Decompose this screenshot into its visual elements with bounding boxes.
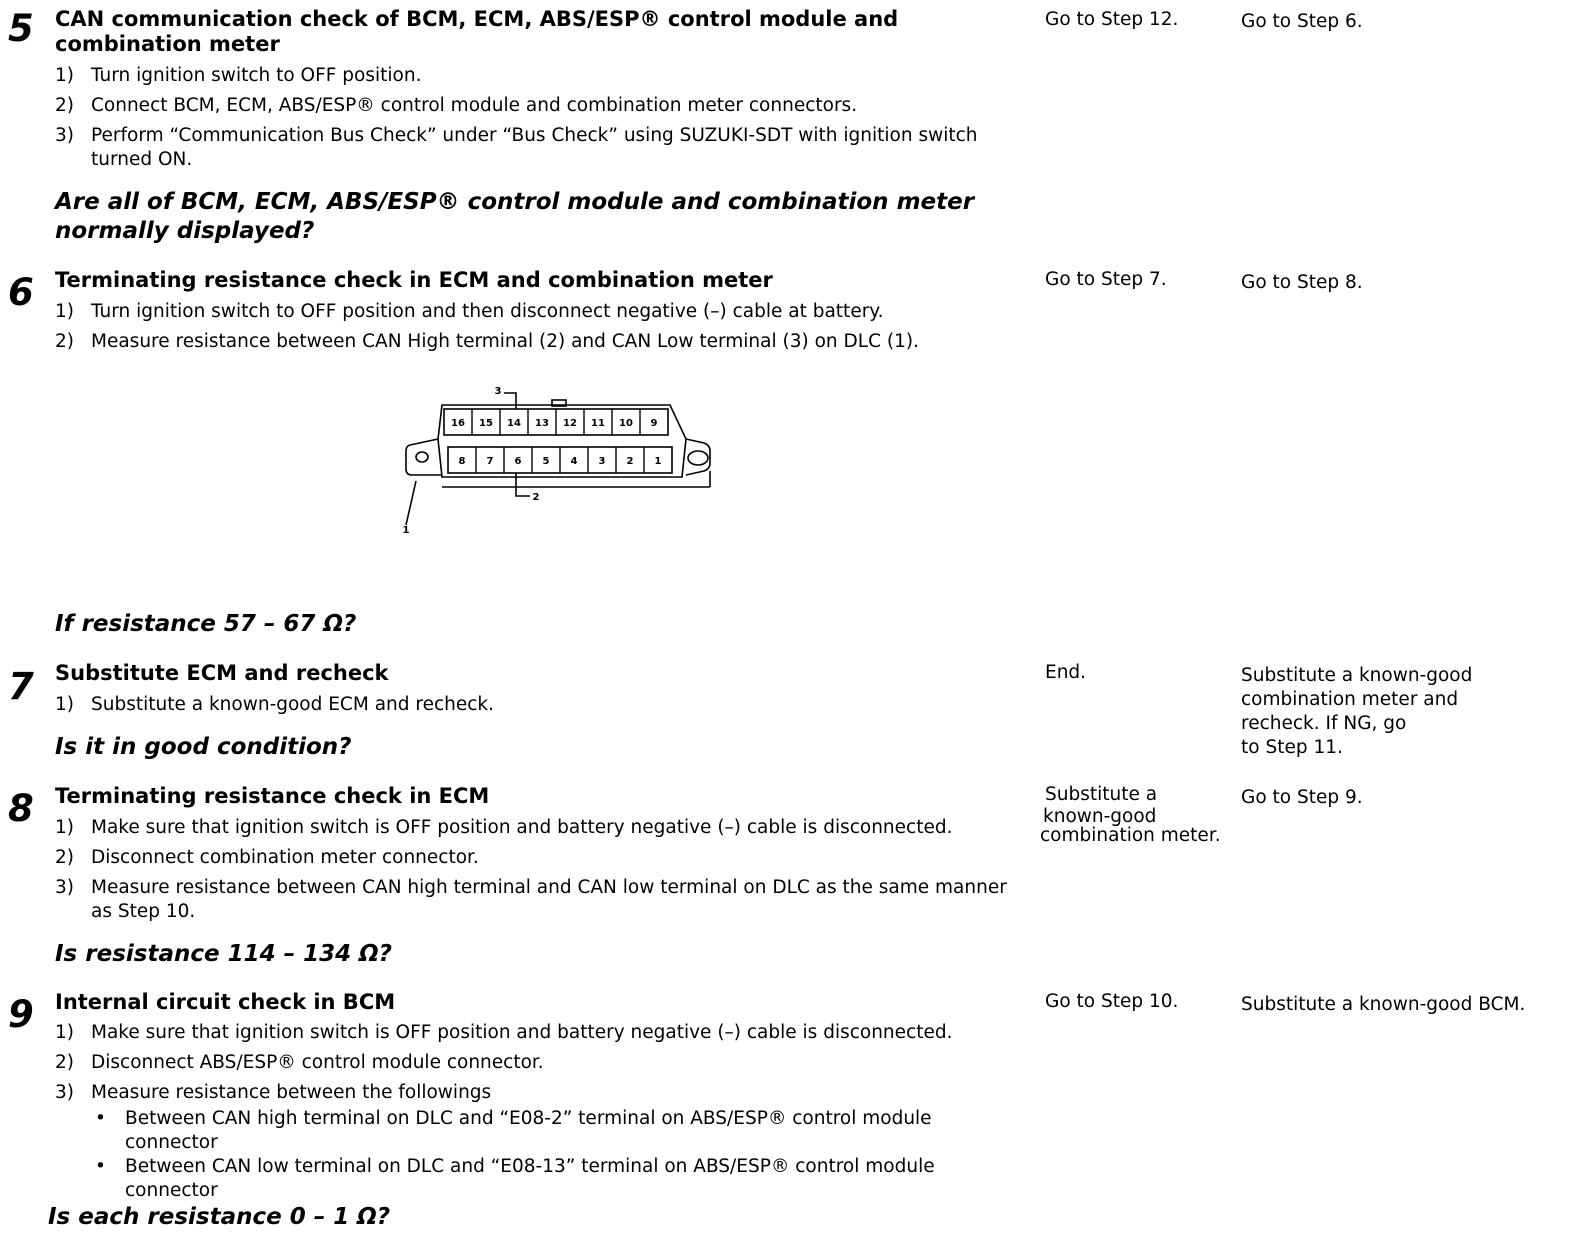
list-item [55, 1051, 1035, 1075]
pin-label: 14 [507, 418, 521, 429]
step-items [55, 1021, 1035, 1203]
callout-label: 2 [532, 492, 540, 503]
item-text: Measure resistance between CAN high terminal and CAN low terminal on DLC as the same manner as Step 10. [91, 877, 1007, 922]
step-items [55, 300, 1035, 360]
item-index: 1) [55, 301, 74, 322]
step-title: Terminating resistance check in ECM and combination meter [55, 268, 773, 292]
result-line: Substitute a [1045, 784, 1158, 805]
list-item [55, 1081, 1035, 1203]
item-text: Turn ignition switch to OFF position and then disconnect negative (–) cable at battery. [91, 301, 884, 322]
step-title-line: CAN communication check of BCM, ECM, ABS/ESP® control module and [55, 7, 899, 31]
bullet-glyph: • [95, 1156, 106, 1177]
bullet-list [91, 1107, 991, 1203]
list-item [55, 330, 1035, 354]
bullet-text: Between CAN high terminal on DLC and “E08-2” terminal on ABS/ESP® control module connector [125, 1108, 932, 1153]
bullet-item [91, 1107, 991, 1155]
yes-result [1040, 783, 1230, 845]
item-index: 2) [55, 1052, 74, 1073]
list-item [55, 1021, 1035, 1045]
pin-label: 13 [535, 418, 549, 429]
result-line: Substitute a known-good [1241, 665, 1473, 686]
result-line: known-good [1043, 806, 1157, 827]
item-text: Disconnect ABS/ESP® control module connector. [91, 1052, 544, 1073]
pin-label: 10 [619, 418, 633, 429]
list-item [55, 300, 1035, 324]
item-text: Measure resistance between the followings [91, 1082, 492, 1103]
pin-label: 11 [591, 418, 605, 429]
pin-label: 2 [626, 456, 634, 467]
list-item [55, 816, 1035, 840]
step-title: Substitute ECM and recheck [55, 661, 389, 685]
step-question: Is resistance 114 – 134 Ω? [55, 941, 393, 967]
item-text: Turn ignition switch to OFF position. [91, 65, 422, 86]
item-index: 3) [55, 877, 74, 898]
step-number: 8 [8, 787, 34, 830]
item-text: Measure resistance between CAN High terminal (2) and CAN Low terminal (3) on DLC (1). [91, 331, 919, 352]
no-result: Go to Step 8. [1241, 272, 1363, 293]
pin-label: 3 [598, 456, 606, 467]
item-text: Make sure that ignition switch is OFF position and battery negative (–) cable is disconnected. [91, 1022, 953, 1043]
no-result [1241, 664, 1571, 760]
list-item [55, 876, 1011, 924]
item-text: Disconnect combination meter connector. [91, 847, 479, 868]
item-text: Substitute a known-good ECM and recheck. [91, 694, 495, 715]
step-title [55, 7, 1015, 57]
item-text: Perform “Communication Bus Check” under “Bus Check” using SUZUKI-SDT with ignition switch turned ON. [91, 125, 978, 170]
result-line: combination meter and [1241, 689, 1459, 710]
item-index: 3) [55, 125, 74, 146]
step-question: If resistance 57 – 67 Ω? [55, 611, 357, 637]
bullet-text: Between CAN low terminal on DLC and “E08-13” terminal on ABS/ESP® control module connector [125, 1156, 935, 1201]
pin-label: 7 [486, 456, 494, 467]
step-title: Terminating resistance check in ECM [55, 784, 490, 808]
item-index: 2) [55, 95, 74, 116]
bullet-glyph: • [95, 1108, 106, 1129]
question-line: Are all of BCM, ECM, ABS/ESP® control module and combination meter [55, 189, 975, 215]
yes-result: Go to Step 10. [1045, 991, 1179, 1012]
item-index: 1) [55, 1022, 74, 1043]
item-text: Make sure that ignition switch is OFF position and battery negative (–) cable is disconnected. [91, 817, 953, 838]
item-text: Connect BCM, ECM, ABS/ESP® control module and combination meter connectors. [91, 95, 858, 116]
result-line: recheck. If NG, go [1241, 713, 1407, 734]
item-index: 1) [55, 65, 74, 86]
step-number: 7 [8, 665, 34, 708]
item-index: 2) [55, 331, 74, 352]
pin-label: 15 [479, 418, 493, 429]
yes-result: End. [1045, 662, 1087, 683]
no-result: Go to Step 9. [1241, 787, 1363, 808]
step-title-line: combination meter [55, 32, 280, 56]
callout-label: 1 [402, 525, 410, 535]
no-result: Substitute a known-good BCM. [1241, 994, 1526, 1015]
step-question: Is each resistance 0 – 1 Ω? [48, 1204, 391, 1230]
step-items [55, 816, 1035, 930]
pin-label: 16 [451, 418, 465, 429]
step-question [55, 188, 1035, 246]
yes-result: Go to Step 12. [1045, 9, 1179, 30]
list-item [55, 94, 1035, 118]
pin-label: 1 [654, 456, 662, 467]
list-item [55, 124, 991, 172]
item-index: 2) [55, 847, 74, 868]
yes-result: Go to Step 7. [1045, 269, 1167, 290]
pin-label: 8 [458, 456, 466, 467]
item-index: 3) [55, 1082, 74, 1103]
list-item [55, 64, 1035, 88]
step-number: 6 [8, 271, 34, 314]
pin-label: 4 [570, 456, 578, 467]
step-items [55, 693, 1035, 723]
result-line: to Step 11. [1241, 737, 1343, 758]
item-index: 1) [55, 817, 74, 838]
step-items [55, 64, 1035, 178]
result-line: combination meter. [1040, 825, 1221, 846]
item-index: 1) [55, 694, 74, 715]
bullet-item [91, 1155, 991, 1203]
step-question: Is it in good condition? [55, 734, 352, 760]
list-item [55, 693, 1035, 717]
step-number: 5 [8, 7, 34, 50]
pin-label: 12 [563, 418, 577, 429]
dlc-connector-diagram [402, 385, 722, 535]
step-number: 9 [8, 993, 34, 1036]
callout-label: 3 [494, 386, 502, 397]
no-result: Go to Step 6. [1241, 11, 1363, 32]
pin-label: 5 [542, 456, 550, 467]
step-title: Internal circuit check in BCM [55, 990, 396, 1014]
pin-label: 6 [514, 456, 522, 467]
question-line: normally displayed? [55, 218, 315, 244]
pin-label: 9 [650, 418, 658, 429]
list-item [55, 846, 1035, 870]
